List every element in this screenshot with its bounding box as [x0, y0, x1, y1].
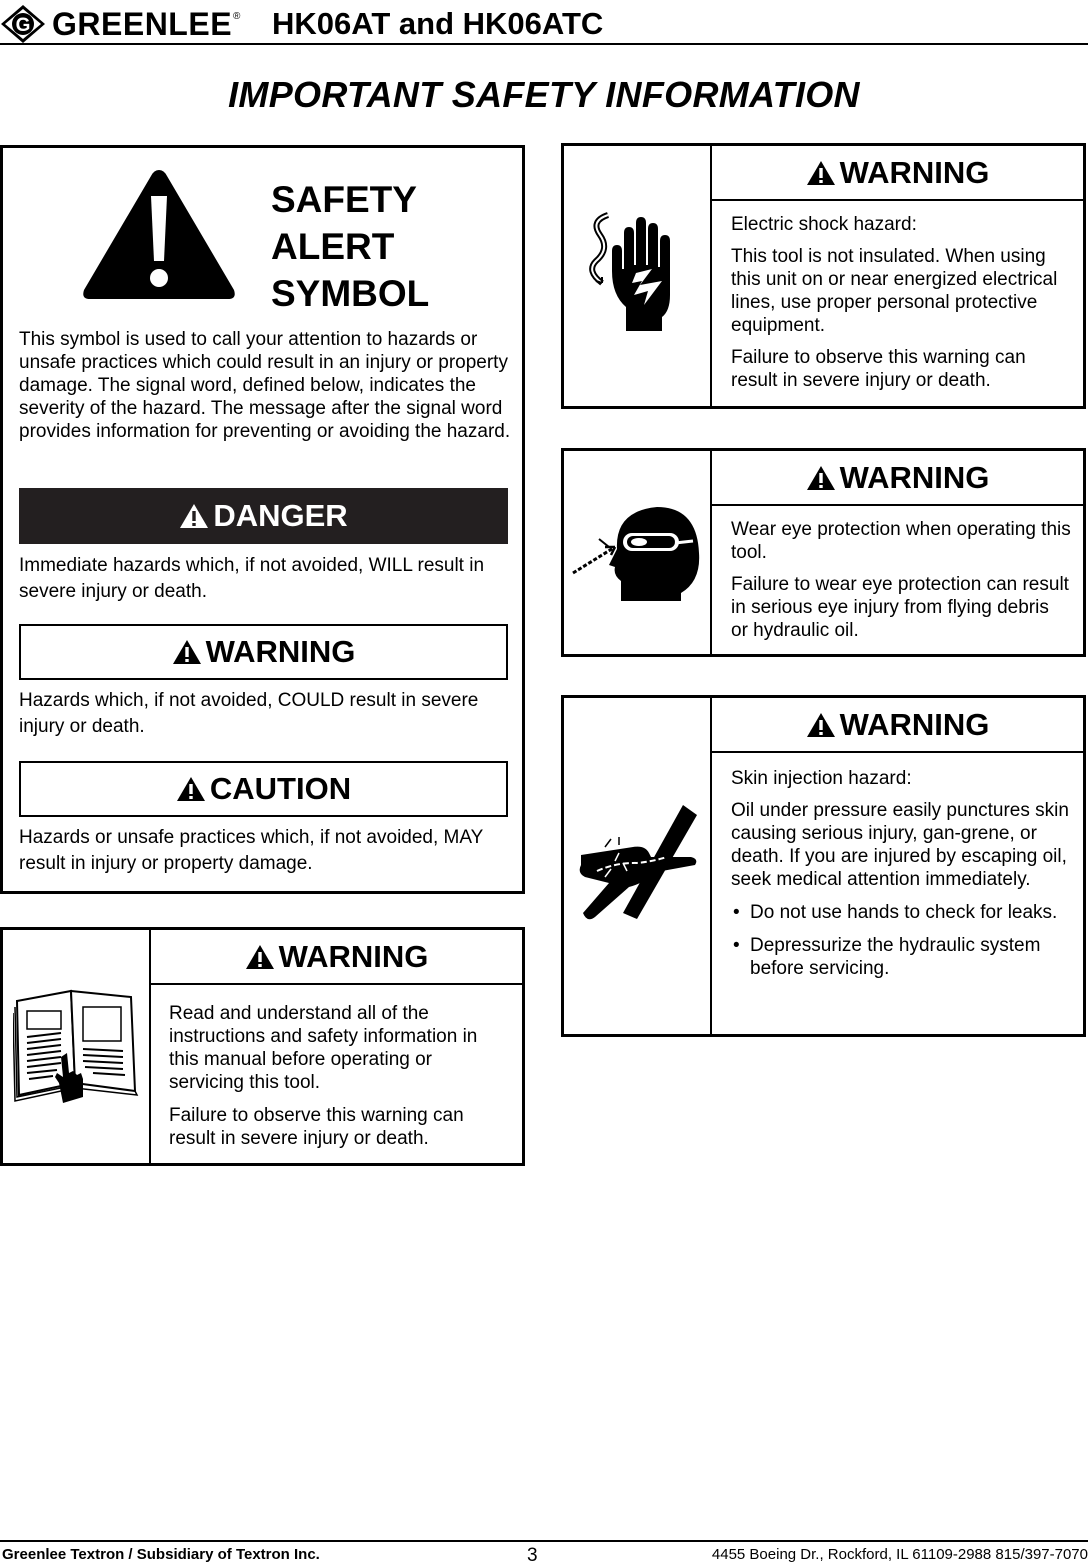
alert-triangle-icon	[245, 944, 275, 970]
registered-mark: ®	[233, 10, 241, 22]
title-line: SAFETY	[271, 179, 417, 220]
danger-label: DANGER	[213, 498, 348, 533]
danger-text: Immediate hazards which, if not avoided, WILL result in severe injury or death.	[19, 555, 485, 602]
brand-name: GREENLEE	[52, 6, 233, 42]
eye-protection-head-icon	[569, 503, 705, 603]
eye-warning-consequence: Failure to wear eye protection can result in serious eye injury from flying debris or hydraulic oil.	[731, 574, 1069, 641]
footer-company: Greenlee Textron / Subsidiary of Textron Inc.	[2, 1546, 320, 1563]
greenlee-g-icon	[0, 4, 46, 44]
skin-injection-icon	[575, 801, 699, 931]
eye-warning-text: Wear eye protection when operating this tool.	[731, 519, 1071, 563]
warning-text: Hazards which, if not avoided, COULD result in severe injury or death.	[19, 690, 479, 737]
shock-warning-text: This tool is not insulated. When using this unit on or near energized electrical lines, use proper personal protective equipment.	[731, 246, 1058, 336]
list-item: • Depressurize the hydraulic system before servicing.	[731, 934, 1073, 980]
footer-rule	[0, 1540, 1088, 1542]
eye-warning-header	[712, 451, 1083, 506]
list-item: • Do not use hands to check for leaks.	[731, 901, 1073, 924]
safety-alert-box	[0, 145, 525, 894]
electric-shock-hand-icon	[582, 211, 692, 341]
alert-triangle-icon	[172, 639, 202, 665]
warning-label: WARNING	[839, 706, 990, 742]
warning-label: WARNING	[278, 938, 429, 974]
safety-alert-triangle-icon	[80, 166, 238, 303]
eye-warning-box	[561, 448, 1086, 657]
caution-text: Hazards or unsafe practices which, if not avoided, MAY result in injury or property damage.	[19, 827, 483, 874]
shock-warning-consequence: Failure to observe this warning can result in severe injury or death.	[731, 347, 1026, 391]
alert-triangle-icon	[806, 465, 836, 491]
header-rule	[0, 43, 1088, 45]
page-title: IMPORTANT SAFETY INFORMATION	[228, 74, 860, 115]
footer-address: 4455 Boeing Dr., Rockford, IL 61109-2988 815/397-7070	[711, 1546, 1088, 1563]
alert-triangle-icon	[806, 160, 836, 186]
manual-warning-header	[151, 930, 522, 985]
page-number: 3	[527, 1545, 538, 1566]
warning-label: WARNING	[839, 459, 990, 495]
title-line: ALERT	[271, 226, 395, 267]
svg-text:G: G	[15, 15, 31, 36]
caution-signal-panel	[19, 761, 508, 817]
shock-warning-box	[561, 143, 1086, 409]
warning-label: WARNING	[839, 154, 990, 190]
shock-warning-header	[712, 146, 1083, 201]
brand-logo	[0, 4, 240, 44]
safety-alert-description: This symbol is used to call your attention to hazards or unsafe practices which could result in an injury or property damage. The signal word, defined below, indicates the severity of the hazard. The message after the signal word provides information for preventing or avoiding the hazard.	[19, 329, 511, 442]
safety-alert-title	[271, 176, 429, 317]
alert-triangle-icon	[806, 712, 836, 738]
alert-triangle-icon	[176, 776, 206, 802]
warning-label: WARNING	[205, 634, 356, 669]
caution-label: CAUTION	[209, 771, 352, 806]
alert-triangle-icon	[179, 503, 209, 529]
manual-warning-text: Read and understand all of the instructions and safety information in this manual before operating or servicing this tool.	[169, 1003, 478, 1093]
danger-signal-panel	[19, 488, 508, 544]
skin-hazard-title: Skin injection hazard:	[731, 768, 912, 789]
manual-book-icon	[13, 987, 139, 1107]
manual-warning-consequence: Failure to observe this warning can result in severe injury or death.	[169, 1105, 464, 1149]
skin-warning-bullets	[731, 901, 1073, 980]
warning-signal-panel	[19, 624, 508, 680]
skin-warning-text: Oil under pressure easily punctures skin causing serious injury, gan-grene, or death. If you are injured by escaping oil, seek medical attention immediately.	[731, 800, 1069, 890]
manual-warning-box	[0, 927, 525, 1166]
shock-hazard-title: Electric shock hazard:	[731, 214, 917, 235]
skin-injection-warning-box	[561, 695, 1086, 1037]
title-line: SYMBOL	[271, 273, 430, 314]
skin-warning-header	[712, 698, 1083, 753]
model-title: HK06AT and HK06ATC	[272, 6, 604, 41]
